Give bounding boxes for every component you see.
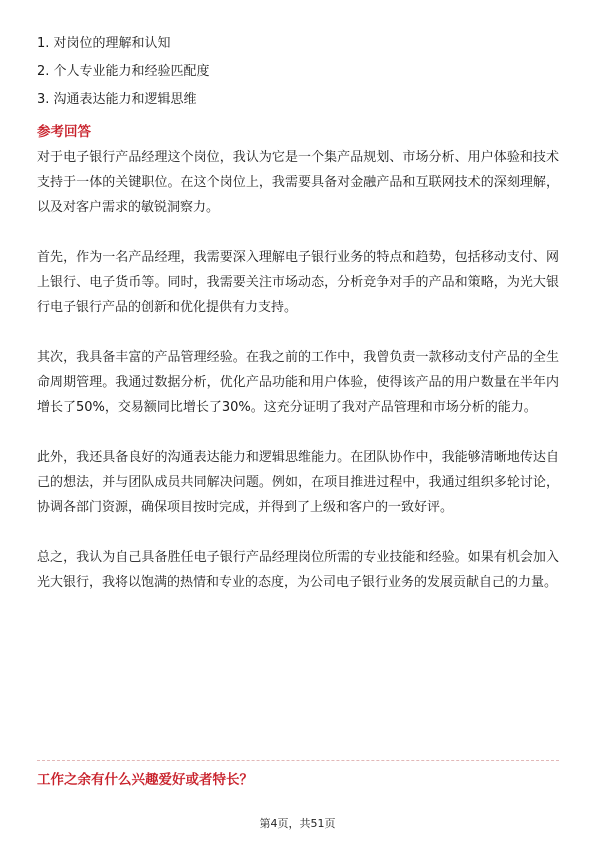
answer-paragraph: 其次，我具备丰富的产品管理经验。在我之前的工作中，我曾负责一款移动支付产品的全生命周期管理。我通过数据分析，优化产品功能和用户体验，使得该产品的用户数量在半年内增长了50%，交易额同比增长了30%。这充分证明了我对产品管理和市场分析的能力。: [37, 350, 559, 415]
answer-paragraph: 总之，我认为自己具备胜任电子银行产品经理岗位所需的专业技能和经验。如果有机会加入光大银行，我将以饱满的热情和专业的态度，为公司电子银行业务的发展贡献自己的力量。: [37, 550, 559, 590]
list-item: 3. 沟通表达能力和逻辑思维: [37, 92, 197, 107]
answer-body: [37, 145, 559, 595]
answer-heading: 参考回答: [37, 124, 91, 140]
answer-paragraph: 此外，我还具备良好的沟通表达能力和逻辑思维能力。在团队协作中，我能够清晰地传达自己的想法，并与团队成员共同解决问题。例如，在项目推进过程中，我通过组织多轮讨论，协调各部门资源，确保项目按时完成，并得到了上级和客户的一致好评。: [37, 450, 559, 515]
question-points-list: [37, 30, 557, 114]
next-question-heading: 工作之余有什么兴趣爱好或者特长？: [37, 772, 253, 788]
page-number: 第4页，共51页: [259, 817, 336, 830]
list-item: 2. 个人专业能力和经验匹配度: [37, 64, 210, 79]
section-divider: [37, 760, 559, 761]
answer-paragraph: 对于电子银行产品经理这个岗位，我认为它是一个集产品规划、市场分析、用户体验和技术支持于一体的关键职位。在这个岗位上，我需要具备对金融产品和互联网技术的深刻理解，以及对客户需求的敏锐洞察力。: [37, 150, 559, 215]
list-item: 1. 对岗位的理解和认知: [37, 36, 171, 51]
answer-paragraph: 首先，作为一名产品经理，我需要深入理解电子银行业务的特点和趋势，包括移动支付、网上银行、电子货币等。同时，我需要关注市场动态，分析竞争对手的产品和策略，为光大银行电子银行产品的创新和优化提供有力支持。: [37, 250, 559, 315]
